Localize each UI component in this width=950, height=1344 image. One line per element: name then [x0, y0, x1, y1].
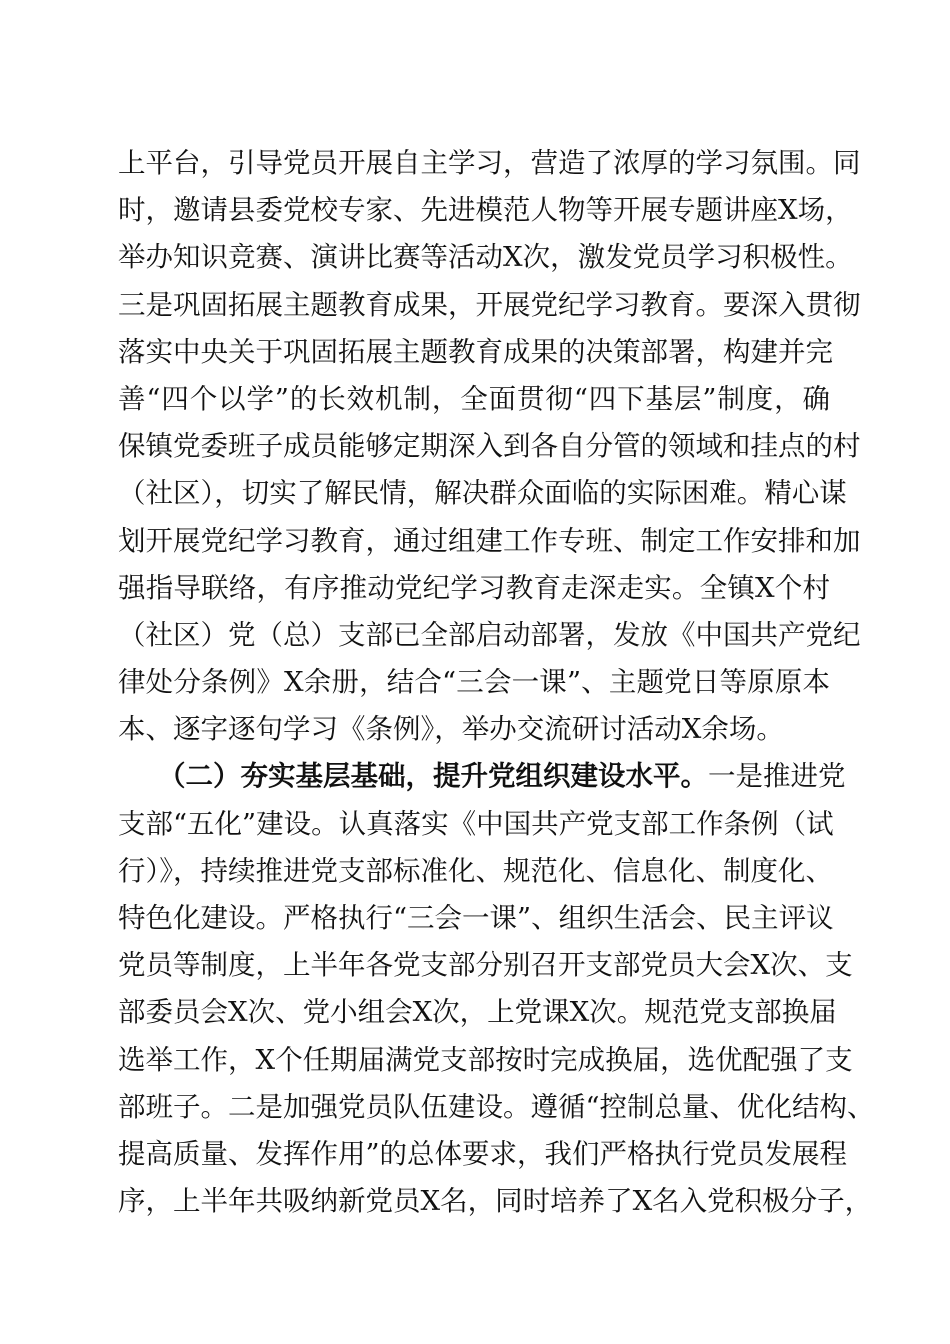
text-line: 党员等制度，上半年各党支部分别召开支部党员大会X次、支 [118, 949, 853, 982]
text-line: 划开展党纪学习教育，通过组建工作专班、制定工作安排和加 [118, 524, 861, 557]
text-line: 上平台，引导党员开展自主学习，营造了浓厚的学习氛围。同 [118, 147, 861, 179]
text-line: 选举工作，X个任期届满党支部按时完成换届，选优配强了支 [118, 1043, 853, 1076]
text-line: 三是巩固拓展主题教育成果，开展党纪学习教育。要深入贯彻 [118, 288, 861, 321]
text-line: 部班子。二是加强党员队伍建设。遵循“控制总量、优化结构、 [118, 1090, 875, 1123]
text-line: 落实中央关于巩固拓展主题教育成果的决策部署，构建并完 [118, 335, 833, 368]
text-line: 特色化建设。严格执行“三会一课”、组织生活会、民主评议 [118, 902, 834, 934]
text-line: 行）》，持续推进党支部标准化、规范化、信息化、制度化、 [118, 854, 833, 887]
text-line: 举办知识竞赛、演讲比赛等活动X次，激发党员学习积极性。 [118, 241, 853, 274]
section-heading-line [118, 753, 846, 800]
text-line: 提高质量、发挥作用”的总体要求，我们严格执行党员发展程 [118, 1137, 848, 1170]
text-line: 部委员会X次、党小组会X次，上党课X次。规范党支部换届 [118, 996, 837, 1029]
text-line: 序，上半年共吸纳新党员X名，同时培养了X名入党积极分子， [118, 1185, 873, 1218]
paragraph-last-line: 本、逐字逐句学习《条例》，举办交流研讨活动X余场。 [118, 713, 784, 746]
text-line: 时，邀请县委党校专家、先进模范人物等开展专题讲座X场， [118, 194, 853, 227]
section-heading: （二）夯实基层基础，提升党组织建设水平。 [158, 760, 708, 793]
text-line: 保镇党委班子成员能够定期深入到各自分管的领域和挂点的村 [118, 430, 861, 463]
document-body [118, 140, 875, 1225]
text-line: （社区），切实了解民情，解决群众面临的实际困难。精心谋 [118, 477, 847, 510]
text-line: （社区）党（总）支部已全部启动部署，发放《中国共产党纪 [118, 618, 861, 651]
section-first-line-text: 一是推进党 [708, 760, 846, 793]
text-line: 强指导联络，有序推动党纪学习教育走深走实。全镇X个村 [118, 571, 830, 604]
text-line: 善“四个以学”的长效机制，全面贯彻“四下基层”制度，确 [118, 382, 830, 415]
text-line: 支部“五化”建设。认真落实《中国共产党支部工作条例（试 [118, 807, 834, 840]
text-line: 律处分条例》X余册，结合“三会一课”、主题党日等原原本 [118, 666, 830, 699]
